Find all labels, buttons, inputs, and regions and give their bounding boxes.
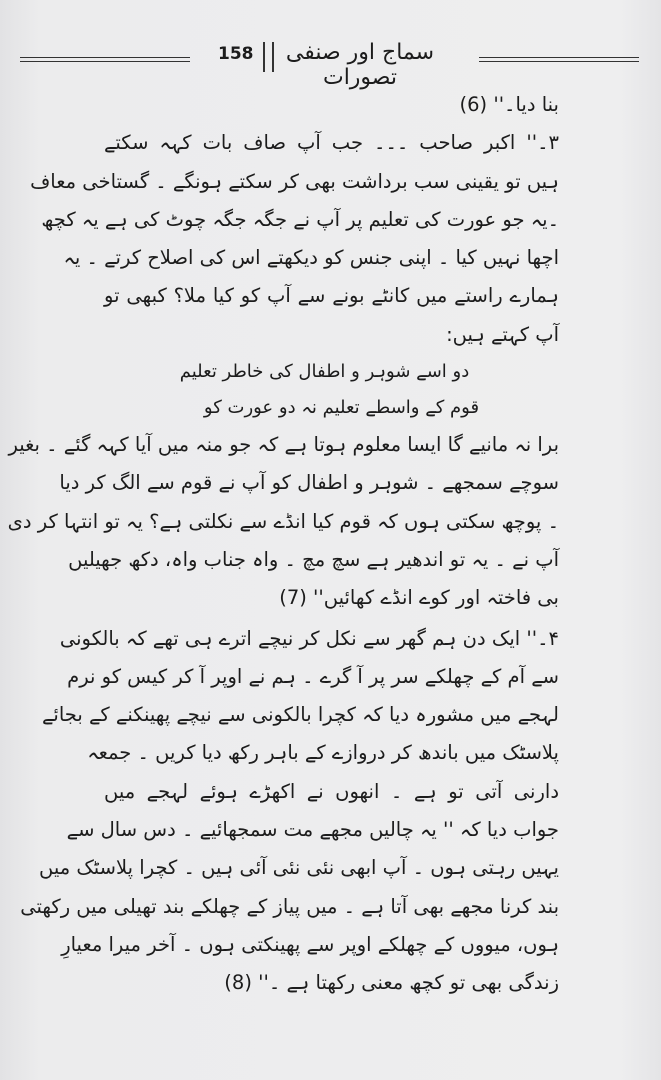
text-line: ۔یہ جو عورت کی تعلیم پر آپ نے جگہ جگہ چوٹ کی ہے یہ کچھ — [41, 207, 559, 231]
text-line: پلاسٹک میں باندھ کر دروازے کے باہر رکھ دیا کریں ۔ جمعہ — [87, 741, 559, 765]
header-rule-right — [479, 57, 639, 62]
text-line: یہیں رہتی ہوں ۔ آپ ابھی نئی نئی آئی ہیں ۔ کچرا پلاسٹک میں — [38, 856, 559, 880]
text-line: آپ نے ۔ یہ تو اندھیر ہے سچ مچ ۔ واہ جناب واہ، دکھ جھیلیں — [68, 547, 559, 571]
page-number: 158 — [218, 44, 254, 64]
header-rule-left — [20, 57, 190, 62]
text-line: سوچے سمجھے ۔ شوہر و اطفال کو آپ نے قوم سے الگ کر دیا — [59, 471, 559, 495]
verse-line: دو اسے شوہر و اطفال کی خاطر تعلیم — [179, 361, 470, 383]
running-header — [18, 38, 639, 90]
text-line: ہیں تو یقینی سب برداشت بھی کر سکتے ہونگے ۔ گستاخی معاف — [30, 169, 559, 193]
text-line: آپ کہتے ہیں: — [446, 322, 559, 346]
text-line: زندگی بھی تو کچھ معنی رکھتا ہے ۔'' (8) — [224, 971, 559, 995]
text-line: سے آم کے چھلکے سر پر آ گرے ۔ ہم نے اوپر آ کر کیس کو نرم — [67, 664, 559, 688]
text-line: دارنی آتی تو ہے ۔ انھوں نے اکھڑے ہوئے لہجے میں — [104, 779, 559, 803]
text-line: ہمارے راستے میں کانٹے بونے سے آپ کو کیا ملا؟ کبھی تو — [104, 284, 559, 308]
text-line: بنا دیا۔'' (6) — [459, 93, 559, 116]
book-title: سماج اور صنفی تصورات — [285, 40, 435, 90]
text-line: بند کرنا مجھے بھی آتا ہے ۔ میں پیاز کے چھلکے بند تھیلی میں رکھتی — [20, 894, 559, 918]
text-line: جواب دیا کہ '' یہ چالیں مجھے مت سمجھائیے ۔ دس سال سے — [66, 818, 559, 842]
text-line: بی فاختہ اور کوے انڈے کھائیں'' (7) — [279, 586, 559, 610]
header-double-bar — [263, 42, 274, 72]
body-text — [7, 86, 559, 1003]
text-line: ۴۔'' ایک دن ہم گھر سے نکل کر نیچے اترے ہی تھے کہ بالکونی — [59, 626, 559, 650]
text-line: ہوں، میووں کے چھلکے اوپر سے پھینکتی ہوں ۔ آخر میرا معیارِ — [61, 932, 559, 956]
verse-line: قوم کے واسطے تعلیم نہ دو عورت کو — [203, 397, 480, 419]
text-line: اچھا نہیں کیا ۔ اپنی جنس کو دیکھتے اس کی اصلاح کرتے ۔ یہ — [63, 246, 559, 270]
text-line: برا نہ مانیے گا ایسا معلوم ہوتا ہے کہ جو منہ میں آیا کہہ گئے ۔ بغیر — [8, 433, 559, 457]
text-line: لہجے میں مشورہ دیا کہ کچرا بالکونی سے نیچے پھینکنے کے بجائے — [41, 703, 559, 727]
text-line: ۳۔'' اکبر صاحب ۔۔۔ جب آپ صاف بات کہہ سکتے — [104, 131, 559, 155]
text-line: ۔ پوچھ سکتی ہوں کہ قوم کیا انڈے سے نکلتی ہے؟ یہ تو انتہا کر دی — [7, 509, 559, 533]
